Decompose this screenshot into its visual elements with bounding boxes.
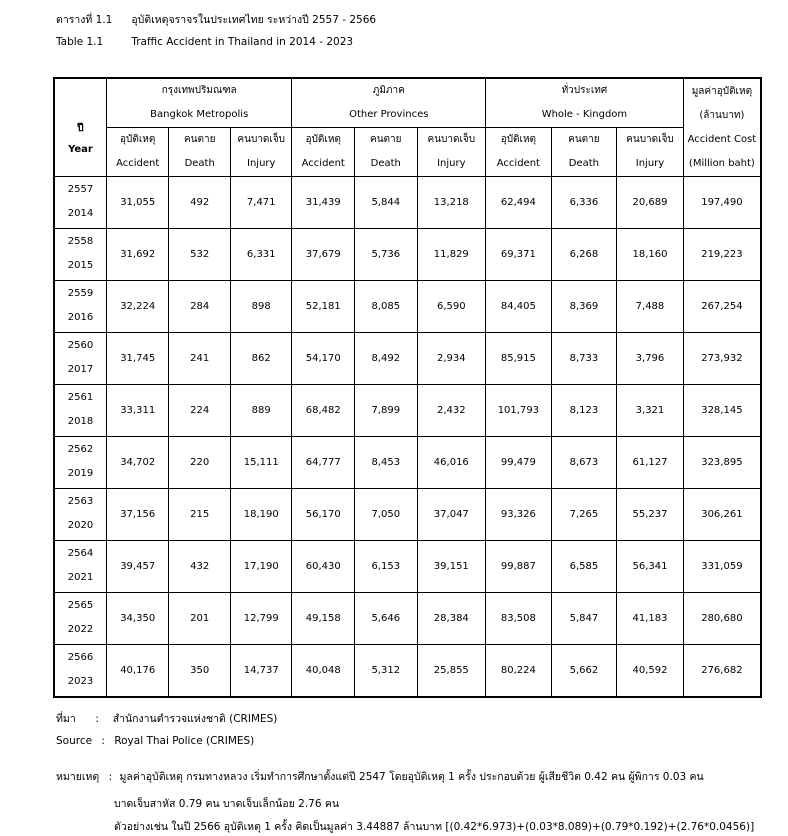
table-cell: 8,085 (355, 281, 418, 333)
subcolumn-header (551, 128, 617, 177)
table-cell: 18,160 (617, 229, 684, 281)
table-cell: 101,793 (486, 385, 552, 437)
year-cell (54, 177, 106, 229)
year-cell (54, 437, 106, 489)
cost-header-thai-unit: (ล้านบาท) (699, 109, 745, 121)
subcolumn-header-english: Injury (437, 158, 466, 169)
year-thai: 2560 (67, 340, 94, 351)
year-cell (54, 645, 106, 698)
table-cell: 306,261 (683, 489, 761, 541)
year-header-english: Year (68, 143, 93, 155)
subcolumn-header-english: Injury (247, 158, 276, 169)
table-cell: 40,048 (292, 645, 355, 698)
table-cell: 28,384 (417, 593, 486, 645)
subcolumn-header-thai: คนบาดเจ็บ (427, 134, 476, 145)
table-cell: 64,777 (292, 437, 355, 489)
subcolumn-header-english: Death (568, 158, 600, 169)
table-cell: 3,796 (617, 333, 684, 385)
subcolumn-header (355, 128, 418, 177)
table-cell: 862 (230, 333, 292, 385)
subcolumn-header-thai: คนตาย (568, 134, 600, 145)
table-cell: 54,170 (292, 333, 355, 385)
year-english: 2022 (67, 624, 94, 635)
table-cell: 219,223 (683, 229, 761, 281)
group-header-english: Other Provinces (349, 109, 429, 120)
table-cell: 40,176 (106, 645, 169, 698)
year-cell (54, 385, 106, 437)
table-cell: 20,689 (617, 177, 684, 229)
year-thai: 2561 (67, 392, 94, 403)
group-header-english: Whole - Kingdom (541, 109, 628, 120)
year-cell (54, 593, 106, 645)
table-cell: 3,321 (617, 385, 684, 437)
table-cell: 5,736 (355, 229, 418, 281)
table-cell: 6,331 (230, 229, 292, 281)
table-cell: 8,733 (551, 333, 617, 385)
table-cell: 8,369 (551, 281, 617, 333)
table-cell: 284 (169, 281, 231, 333)
note-line-3: ตัวอย่างเช่น ในปี 2566 อุบัติเหตุ 1 ครั้ง คิดเป็นมูลค่า 3.44887 ล้านบาท [(0.42*6.973)+(0.03*8.089)+(0.79*0.192)+(2.76*0.0456)] (114, 821, 755, 833)
table-cell: 492 (169, 177, 231, 229)
subcolumn-header (486, 128, 552, 177)
year-thai: 2562 (67, 444, 94, 455)
subcolumn-header (169, 128, 231, 177)
subcolumn-header-english: Injury (635, 158, 665, 169)
table-cell: 40,592 (617, 645, 684, 698)
table-cell: 7,471 (230, 177, 292, 229)
year-cell (54, 541, 106, 593)
year-english: 2019 (67, 468, 94, 479)
table-cell: 49,158 (292, 593, 355, 645)
year-cell (54, 333, 106, 385)
table-cell: 37,156 (106, 489, 169, 541)
table-cell: 898 (230, 281, 292, 333)
table-row (54, 385, 761, 437)
subcolumn-header-thai: คนบาดเจ็บ (626, 134, 674, 145)
subcolumn-header-english: Accident (496, 158, 540, 169)
table-row (54, 281, 761, 333)
source-text-thai: สำนักงานตำรวจแห่งชาติ (CRIMES) (112, 713, 278, 725)
table-cell: 25,855 (417, 645, 486, 698)
note-line-1 (56, 768, 704, 785)
subcolumn-header-english: Accident (116, 158, 160, 169)
table-cell: 7,265 (551, 489, 617, 541)
year-thai: 2557 (67, 184, 94, 195)
source-label-english: Source (56, 735, 93, 747)
table-caption-english (56, 36, 353, 48)
table-cell: 2,432 (417, 385, 486, 437)
table-cell: 69,371 (486, 229, 552, 281)
table-row (54, 489, 761, 541)
table-cell: 31,692 (106, 229, 169, 281)
table-cell: 12,799 (230, 593, 292, 645)
subcolumn-header-thai: อุบัติเหตุ (305, 134, 341, 145)
year-thai: 2559 (67, 288, 94, 299)
subcolumn-header-thai: คนบาดเจ็บ (237, 134, 286, 145)
source-text-english: Royal Thai Police (CRIMES) (114, 735, 255, 747)
subcolumn-header-thai: คนตาย (370, 134, 402, 145)
table-cell: 7,488 (617, 281, 684, 333)
table-cell: 62,494 (486, 177, 552, 229)
table-cell: 224 (169, 385, 231, 437)
table-cell: 31,055 (106, 177, 169, 229)
table-row (54, 593, 761, 645)
year-thai: 2564 (67, 548, 94, 559)
table-cell: 6,336 (551, 177, 617, 229)
year-english: 2017 (67, 364, 94, 375)
subcolumn-header-thai: อุบัติเหตุ (500, 134, 537, 145)
table-cell: 323,895 (683, 437, 761, 489)
source-separator: : (95, 713, 99, 725)
table-cell: 14,737 (230, 645, 292, 698)
subcolumn-header (292, 128, 355, 177)
group-header-thai: กรุงเทพปริมณฑล (161, 85, 237, 96)
table-cell: 83,508 (486, 593, 552, 645)
table-cell: 7,050 (355, 489, 418, 541)
year-thai: 2565 (67, 600, 94, 611)
table-row (54, 645, 761, 698)
table-cell: 99,479 (486, 437, 552, 489)
table-cell: 85,915 (486, 333, 552, 385)
table-cell: 5,847 (551, 593, 617, 645)
table-cell: 6,590 (417, 281, 486, 333)
subcolumn-header-english: Accident (301, 158, 345, 169)
group-header-kingdom (486, 78, 684, 128)
table-caption-thai (56, 11, 376, 28)
year-thai: 2563 (67, 496, 94, 507)
table-cell: 8,453 (355, 437, 418, 489)
cost-header (683, 78, 761, 177)
table-cell: 6,153 (355, 541, 418, 593)
table-cell: 6,268 (551, 229, 617, 281)
group-header-thai: ภูมิภาค (372, 85, 405, 96)
table-cell: 197,490 (683, 177, 761, 229)
table-cell: 46,016 (417, 437, 486, 489)
source-label-thai: ที่มา (56, 713, 76, 725)
table-cell: 532 (169, 229, 231, 281)
table-row (54, 333, 761, 385)
table-cell: 241 (169, 333, 231, 385)
table-cell: 889 (230, 385, 292, 437)
year-header-thai: ปี (77, 122, 84, 134)
source-english (56, 735, 254, 747)
table-cell: 33,311 (106, 385, 169, 437)
table-row (54, 177, 761, 229)
table-cell: 37,679 (292, 229, 355, 281)
note-separator: : (108, 771, 113, 783)
table-cell: 31,745 (106, 333, 169, 385)
subcolumn-header (617, 128, 684, 177)
table-cell: 39,457 (106, 541, 169, 593)
year-cell (54, 281, 106, 333)
cost-header-english: Accident Cost (687, 133, 757, 145)
caption-label-english: Table 1.1 (56, 36, 104, 48)
table-cell: 55,237 (617, 489, 684, 541)
table-cell: 41,183 (617, 593, 684, 645)
year-english: 2016 (67, 312, 94, 323)
cost-header-english-unit: (Million baht) (688, 157, 755, 169)
table-cell: 331,059 (683, 541, 761, 593)
subcolumn-header (106, 128, 169, 177)
table-cell: 7,899 (355, 385, 418, 437)
source-thai (56, 710, 277, 727)
group-header-thai: ทั่วประเทศ (561, 85, 608, 96)
cost-header-thai: มูลค่าอุบัติเหตุ (691, 85, 753, 97)
table-cell: 13,218 (417, 177, 486, 229)
year-thai: 2566 (67, 652, 94, 663)
table-cell: 215 (169, 489, 231, 541)
source-separator: : (101, 735, 105, 747)
caption-label-thai: ตารางที่ 1.1 (56, 14, 113, 26)
year-english: 2014 (67, 208, 94, 219)
table-cell: 32,224 (106, 281, 169, 333)
subcolumn-header-thai: คนตาย (183, 134, 216, 145)
table-cell: 56,170 (292, 489, 355, 541)
table-cell: 6,585 (551, 541, 617, 593)
table-cell: 220 (169, 437, 231, 489)
year-english: 2015 (67, 260, 94, 271)
table-cell: 8,492 (355, 333, 418, 385)
table-cell: 31,439 (292, 177, 355, 229)
table-cell: 17,190 (230, 541, 292, 593)
year-thai: 2558 (67, 236, 94, 247)
table-cell: 34,350 (106, 593, 169, 645)
table-cell: 5,312 (355, 645, 418, 698)
table-cell: 52,181 (292, 281, 355, 333)
table-cell: 280,680 (683, 593, 761, 645)
table-cell: 328,145 (683, 385, 761, 437)
table-cell: 432 (169, 541, 231, 593)
note-label: หมายเหตุ (56, 771, 100, 783)
table-cell: 93,326 (486, 489, 552, 541)
year-english: 2018 (67, 416, 94, 427)
subcolumn-header (230, 128, 292, 177)
table-row (54, 229, 761, 281)
year-header (54, 78, 106, 177)
table-cell: 8,673 (551, 437, 617, 489)
caption-title-thai: อุบัติเหตุจราจรในประเทศไทย ระหว่างปี 2557 - 2566 (131, 14, 377, 26)
subcolumn-header-thai: อุบัติเหตุ (120, 134, 156, 145)
year-cell (54, 489, 106, 541)
year-english: 2020 (67, 520, 94, 531)
subcolumn-header-english: Death (184, 158, 215, 169)
subcolumn-header-english: Death (370, 158, 401, 169)
table-cell: 276,682 (683, 645, 761, 698)
table-cell: 99,887 (486, 541, 552, 593)
table-cell: 60,430 (292, 541, 355, 593)
year-english: 2021 (67, 572, 94, 583)
table-cell: 5,844 (355, 177, 418, 229)
table-cell: 39,151 (417, 541, 486, 593)
table-cell: 68,482 (292, 385, 355, 437)
caption-title-english: Traffic Accident in Thailand in 2014 - 2023 (131, 36, 354, 48)
table-cell: 350 (169, 645, 231, 698)
table-cell: 15,111 (230, 437, 292, 489)
table-cell: 84,405 (486, 281, 552, 333)
table-row (54, 541, 761, 593)
table-cell: 5,646 (355, 593, 418, 645)
group-header-bangkok (106, 78, 292, 128)
table-cell: 267,254 (683, 281, 761, 333)
table-cell: 8,123 (551, 385, 617, 437)
table-cell: 2,934 (417, 333, 486, 385)
accident-table (53, 77, 762, 698)
table-cell: 34,702 (106, 437, 169, 489)
group-header-english: Bangkok Metropolis (150, 109, 249, 120)
group-header-provinces (292, 78, 486, 128)
table-cell: 18,190 (230, 489, 292, 541)
note-line-2: บาดเจ็บสาหัส 0.79 คน บาดเจ็บเล็กน้อย 2.76 คน (114, 798, 340, 810)
table-row (54, 437, 761, 489)
table-cell: 11,829 (417, 229, 486, 281)
year-cell (54, 229, 106, 281)
subcolumn-header (417, 128, 486, 177)
table-cell: 56,341 (617, 541, 684, 593)
year-english: 2023 (67, 676, 94, 687)
table-cell: 5,662 (551, 645, 617, 698)
note-text-1: มูลค่าอุบัติเหตุ กรมทางหลวง เริ่มทำการศึกษาตั้งแต่ปี 2547 โดยอุบัติเหตุ 1 ครั้ง ประกอบด้วย ผู้เสียชีวิต 0.42 คน ผู้พิการ 0.03 คน (119, 771, 704, 783)
table-cell: 201 (169, 593, 231, 645)
table-cell: 80,224 (486, 645, 552, 698)
table-cell: 61,127 (617, 437, 684, 489)
table-cell: 37,047 (417, 489, 486, 541)
table-cell: 273,932 (683, 333, 761, 385)
